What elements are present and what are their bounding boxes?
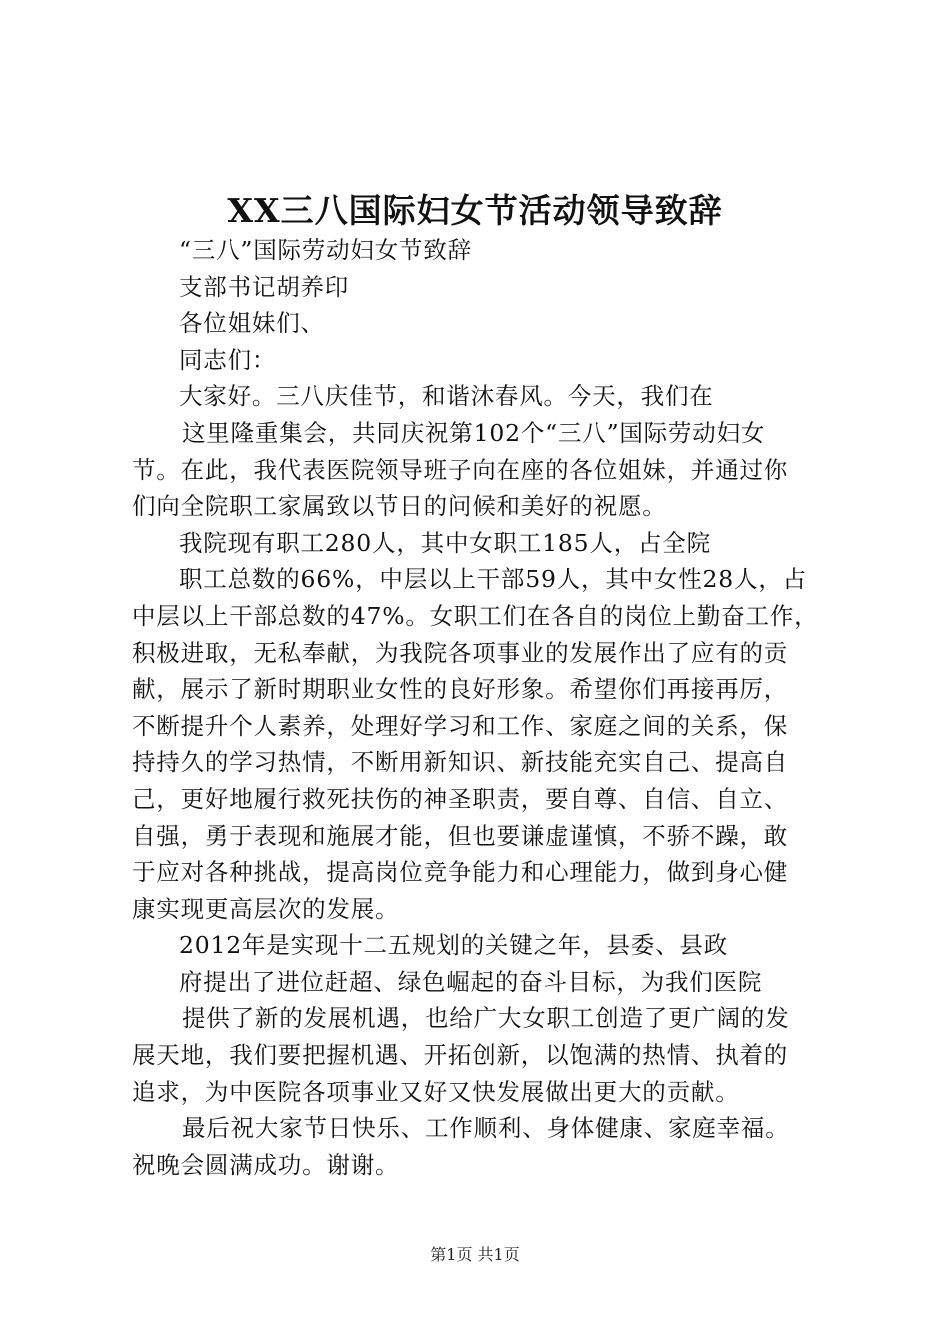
body-line: 各位姐妹们、 (179, 309, 325, 338)
body-line: 职工总数的66%，中层以上干部59人，其中女性28人，占 (179, 565, 807, 594)
body-line: 于应对各种挑战，提高岗位竞争能力和心理能力，做到身心健 (132, 858, 789, 887)
body-line: 持持久的学习热情，不断用新知识、新技能充实自己、提高自 (132, 748, 789, 777)
body-line: 不断提升个人素养，处理好学习和工作、家庭之间的关系，保 (132, 711, 789, 740)
document-title: XX三八国际妇女节活动领导致辞 (227, 191, 723, 230)
page-footer: 第1页 共1页 (430, 1245, 520, 1264)
body-line: 支部书记胡养印 (179, 272, 350, 301)
body-line: 祝晚会圆满成功。谢谢。 (132, 1150, 400, 1179)
body-line: 献，展示了新时期职业女性的良好形象。希望你们再接再厉， (132, 675, 789, 704)
body-line: 提供了新的发展机遇，也给广大女职工创造了更广阔的发 (182, 1004, 790, 1033)
body-line: 己，更好地履行救死扶伤的神圣职责，要自尊、自信、自立、 (132, 784, 789, 813)
body-line: 我院现有职工280人，其中女职工185人，占全院 (179, 528, 711, 557)
body-line: 中层以上干部总数的47%。女职工们在各自的岗位上勤奋工作， (132, 601, 819, 630)
body-line: 最后祝大家节日快乐、工作顺利、身体健康、家庭幸福。 (182, 1114, 790, 1143)
document-body (132, 232, 832, 1183)
body-line: 自强，勇于表现和施展才能，但也要谦虚谨慎，不骄不躁，敢 (132, 821, 789, 850)
body-line: 积极进取，无私奉献，为我院各项事业的发展作出了应有的贡 (132, 638, 789, 667)
body-line: 这里隆重集会，共同庆祝第102个“三八”国际劳动妇女 (182, 418, 766, 447)
body-line: 同志们： (179, 345, 277, 374)
body-line: 们向全院职工家属致以节日的问候和美好的祝愿。 (132, 492, 667, 521)
body-line: “三八”国际劳动妇女节致辞 (179, 236, 472, 264)
body-line: 大家好。三八庆佳节，和谐沐春风。今天，我们在 (179, 382, 714, 411)
body-line: 2012年是实现十二五规划的关键之年，县委、县政 (179, 931, 729, 960)
body-line: 康实现更高层次的发展。 (132, 894, 400, 923)
body-line: 节。在此，我代表医院领导班子向在座的各位姐妹，并通过你 (132, 455, 789, 484)
body-line: 府提出了进位赶超、绿色崛起的奋斗目标，为我们医院 (179, 967, 763, 996)
body-line: 追求，为中医院各项事业又好又快发展做出更大的贡献。 (132, 1077, 740, 1106)
body-line: 展天地，我们要把握机遇、开拓创新，以饱满的热情、执着的 (132, 1041, 789, 1070)
